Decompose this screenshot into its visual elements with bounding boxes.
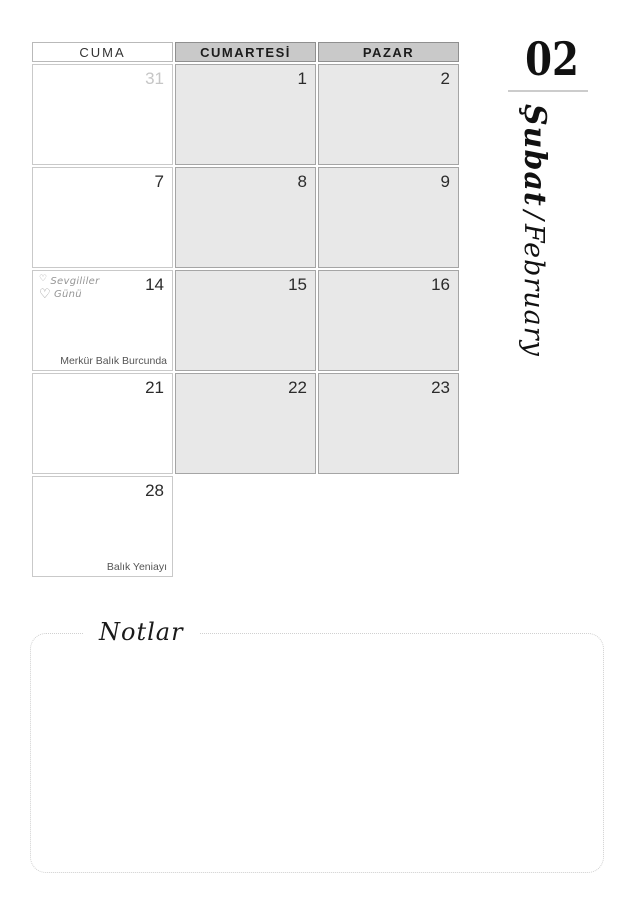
day-cell-22 — [175, 373, 316, 474]
notes-label: Notlar — [83, 618, 200, 646]
week-row-5 — [32, 476, 459, 577]
day-number: 28 — [145, 481, 164, 500]
day-number: 15 — [288, 275, 307, 294]
day-number: 1 — [297, 69, 307, 88]
week-row-1 — [32, 64, 459, 165]
day-cell-8 — [175, 167, 316, 268]
day-number: 9 — [440, 172, 450, 191]
day-cell-1 — [175, 64, 316, 165]
astro-note: Balık Yeniayı — [106, 561, 167, 573]
month-name-english: February — [518, 223, 549, 357]
weekday-header-row — [32, 42, 459, 62]
header-pazar: PAZAR — [318, 42, 459, 62]
day-cell-28 — [32, 476, 173, 577]
day-number: 23 — [431, 378, 450, 397]
event-text-line2: Günü — [53, 288, 82, 300]
notes-area — [30, 618, 604, 873]
empty-cell — [175, 476, 316, 577]
month-name-vertical — [517, 104, 552, 357]
day-number: 8 — [297, 172, 307, 191]
day-number: 16 — [431, 275, 450, 294]
day-number: 22 — [288, 378, 307, 397]
month-name-separator: / — [518, 210, 549, 220]
day-cell-16 — [318, 270, 459, 371]
valentines-day-event — [39, 273, 100, 302]
empty-cell — [318, 476, 459, 577]
day-number: 14 — [145, 275, 164, 294]
event-text-line1: Sevgililer — [50, 276, 100, 287]
day-cell-23 — [318, 373, 459, 474]
header-cumartesi: CUMARTESİ — [175, 42, 316, 62]
day-cell-9 — [318, 167, 459, 268]
month-name-turkish: Şubat — [517, 104, 552, 207]
day-cell-15 — [175, 270, 316, 371]
week-row-3 — [32, 270, 459, 371]
week-row-4 — [32, 373, 459, 474]
day-number: 7 — [154, 172, 164, 191]
day-number: 21 — [145, 378, 164, 397]
day-cell-7 — [32, 167, 173, 268]
day-number: 2 — [440, 69, 450, 88]
heart-icon: ♡ — [39, 287, 51, 302]
day-cell-21 — [32, 373, 173, 474]
monthly-calendar — [30, 40, 461, 579]
month-number: 02 — [525, 32, 579, 86]
day-cell-31 — [32, 64, 173, 165]
day-number: 31 — [145, 69, 164, 88]
header-cuma: CUMA — [32, 42, 173, 62]
day-cell-2 — [318, 64, 459, 165]
month-divider-line — [508, 90, 588, 92]
heart-icon: ♡ — [39, 273, 48, 284]
astro-note: Merkür Balık Burcunda — [60, 355, 167, 367]
day-cell-14 — [32, 270, 173, 371]
week-row-2 — [32, 167, 459, 268]
